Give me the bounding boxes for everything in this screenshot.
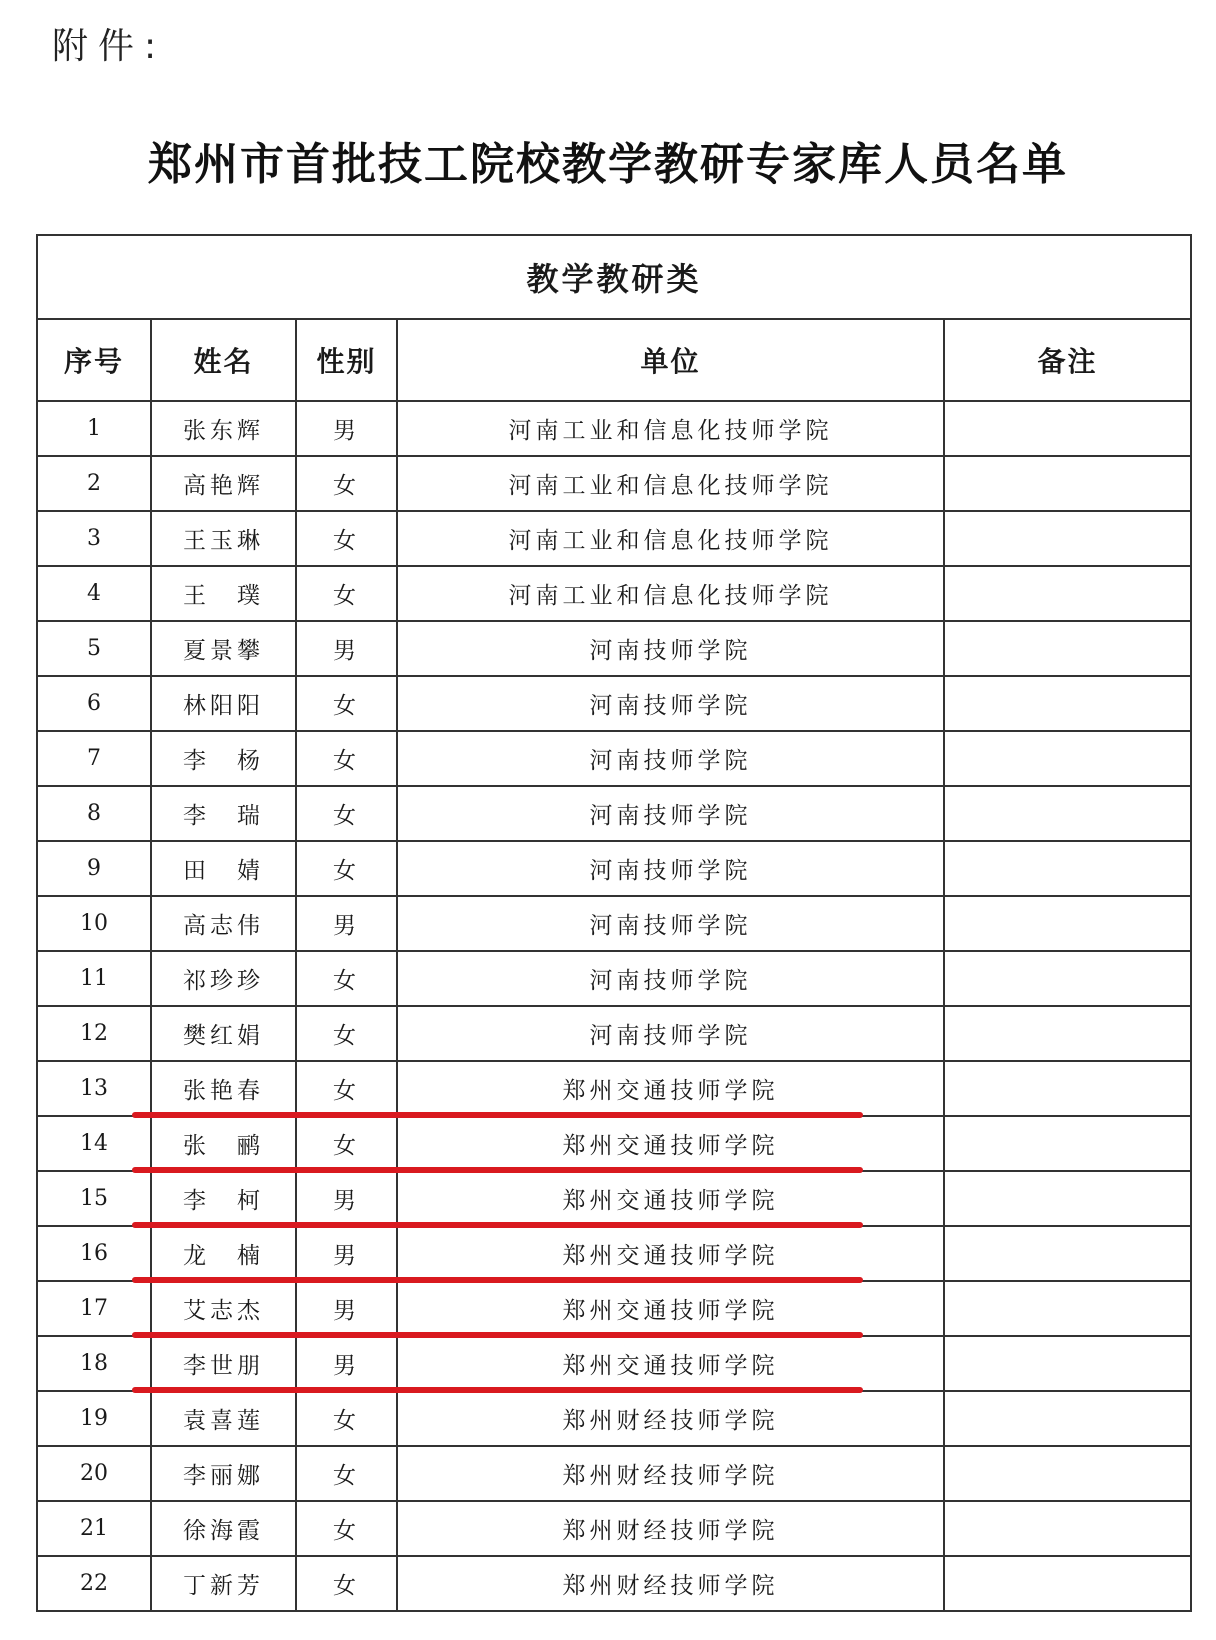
cell-unit: 郑州交通技师学院 — [397, 1226, 944, 1281]
cell-name: 艾志杰 — [151, 1281, 296, 1336]
red-underline — [132, 1332, 863, 1338]
cell-index: 13 — [37, 1061, 151, 1116]
cell-remarks — [944, 566, 1191, 621]
cell-gender: 男 — [296, 896, 397, 951]
cell-remarks — [944, 841, 1191, 896]
cell-name: 李 瑞 — [151, 786, 296, 841]
cell-remarks — [944, 1171, 1191, 1226]
cell-remarks — [944, 401, 1191, 456]
cell-remarks — [944, 1061, 1191, 1116]
table-row — [37, 1061, 1191, 1116]
table-row — [37, 566, 1191, 621]
cell-remarks — [944, 786, 1191, 841]
cell-gender: 女 — [296, 841, 397, 896]
cell-name: 张东辉 — [151, 401, 296, 456]
cell-remarks — [944, 896, 1191, 951]
table-row — [37, 621, 1191, 676]
cell-index: 1 — [37, 401, 151, 456]
cell-name: 徐海霞 — [151, 1501, 296, 1556]
attachment-label: 附件: — [52, 26, 167, 67]
cell-remarks — [944, 456, 1191, 511]
table-row — [37, 676, 1191, 731]
cell-remarks — [944, 1006, 1191, 1061]
cell-unit: 郑州交通技师学院 — [397, 1061, 944, 1116]
cell-name: 李世朋 — [151, 1336, 296, 1391]
column-header-unit: 单位 — [397, 319, 944, 401]
cell-index: 6 — [37, 676, 151, 731]
cell-name: 张艳春 — [151, 1061, 296, 1116]
cell-remarks — [944, 1501, 1191, 1556]
cell-index: 14 — [37, 1116, 151, 1171]
cell-index: 3 — [37, 511, 151, 566]
cell-gender: 女 — [296, 951, 397, 1006]
cell-unit: 郑州财经技师学院 — [397, 1501, 944, 1556]
red-underline — [132, 1222, 863, 1228]
cell-unit: 郑州交通技师学院 — [397, 1116, 944, 1171]
cell-remarks — [944, 621, 1191, 676]
cell-name: 王玉琳 — [151, 511, 296, 566]
cell-index: 22 — [37, 1556, 151, 1611]
cell-unit: 郑州财经技师学院 — [397, 1446, 944, 1501]
cell-gender: 男 — [296, 1336, 397, 1391]
cell-gender: 女 — [296, 1391, 397, 1446]
cell-remarks — [944, 1281, 1191, 1336]
cell-name: 袁喜莲 — [151, 1391, 296, 1446]
cell-gender: 男 — [296, 401, 397, 456]
cell-name: 林阳阳 — [151, 676, 296, 731]
cell-unit: 河南技师学院 — [397, 951, 944, 1006]
cell-name: 李 柯 — [151, 1171, 296, 1226]
cell-unit: 河南技师学院 — [397, 786, 944, 841]
table-body — [37, 401, 1191, 1611]
cell-unit: 河南技师学院 — [397, 841, 944, 896]
cell-name: 田 婧 — [151, 841, 296, 896]
cell-name: 祁珍珍 — [151, 951, 296, 1006]
cell-name: 张 鹂 — [151, 1116, 296, 1171]
page-title: 郑州市首批技工院校教学教研专家库人员名单 — [148, 139, 1068, 190]
cell-unit: 河南工业和信息化技师学院 — [397, 566, 944, 621]
column-header-row — [37, 319, 1191, 401]
cell-unit: 郑州交通技师学院 — [397, 1336, 944, 1391]
table-row — [37, 401, 1191, 456]
red-underline — [132, 1387, 863, 1393]
table-row — [37, 786, 1191, 841]
cell-name: 樊红娟 — [151, 1006, 296, 1061]
cell-gender: 男 — [296, 1171, 397, 1226]
table-row — [37, 1171, 1191, 1226]
cell-gender: 女 — [296, 1501, 397, 1556]
table-row — [37, 731, 1191, 786]
column-header-index: 序号 — [37, 319, 151, 401]
cell-gender: 男 — [296, 1281, 397, 1336]
cell-index: 16 — [37, 1226, 151, 1281]
table-row — [37, 841, 1191, 896]
category-row — [37, 235, 1191, 319]
cell-name: 龙 楠 — [151, 1226, 296, 1281]
cell-remarks — [944, 1336, 1191, 1391]
table-row — [37, 896, 1191, 951]
table-row — [37, 1336, 1191, 1391]
cell-gender: 女 — [296, 1061, 397, 1116]
cell-name: 高艳辉 — [151, 456, 296, 511]
cell-name: 夏景攀 — [151, 621, 296, 676]
cell-gender: 女 — [296, 676, 397, 731]
category-header: 教学教研类 — [37, 235, 1191, 319]
cell-gender: 男 — [296, 621, 397, 676]
table-row — [37, 1006, 1191, 1061]
cell-index: 8 — [37, 786, 151, 841]
red-underline — [132, 1277, 863, 1283]
table-row — [37, 1116, 1191, 1171]
table-row — [37, 1391, 1191, 1446]
red-underline — [132, 1112, 863, 1118]
table-row — [37, 951, 1191, 1006]
column-header-gender: 性别 — [296, 319, 397, 401]
cell-index: 5 — [37, 621, 151, 676]
cell-remarks — [944, 951, 1191, 1006]
cell-gender: 女 — [296, 731, 397, 786]
cell-unit: 郑州财经技师学院 — [397, 1391, 944, 1446]
cell-unit: 河南技师学院 — [397, 896, 944, 951]
table-row — [37, 511, 1191, 566]
cell-unit: 郑州财经技师学院 — [397, 1556, 944, 1611]
column-header-name: 姓名 — [151, 319, 296, 401]
table-row — [37, 1226, 1191, 1281]
cell-index: 18 — [37, 1336, 151, 1391]
cell-gender: 女 — [296, 1006, 397, 1061]
cell-index: 10 — [37, 896, 151, 951]
cell-index: 20 — [37, 1446, 151, 1501]
cell-name: 李丽娜 — [151, 1446, 296, 1501]
cell-index: 2 — [37, 456, 151, 511]
cell-gender: 女 — [296, 456, 397, 511]
cell-remarks — [944, 1446, 1191, 1501]
cell-remarks — [944, 1226, 1191, 1281]
cell-remarks — [944, 1116, 1191, 1171]
table-row — [37, 1281, 1191, 1336]
table-row — [37, 1501, 1191, 1556]
cell-index: 7 — [37, 731, 151, 786]
table-row — [37, 1556, 1191, 1611]
cell-gender: 女 — [296, 566, 397, 621]
cell-name: 高志伟 — [151, 896, 296, 951]
cell-unit: 河南工业和信息化技师学院 — [397, 511, 944, 566]
cell-gender: 女 — [296, 1556, 397, 1611]
cell-remarks — [944, 511, 1191, 566]
cell-unit: 河南技师学院 — [397, 1006, 944, 1061]
cell-unit: 郑州交通技师学院 — [397, 1171, 944, 1226]
cell-gender: 女 — [296, 511, 397, 566]
cell-name: 李 杨 — [151, 731, 296, 786]
cell-gender: 男 — [296, 1226, 397, 1281]
cell-unit: 河南技师学院 — [397, 731, 944, 786]
column-header-remarks: 备注 — [944, 319, 1191, 401]
cell-unit: 河南技师学院 — [397, 621, 944, 676]
cell-index: 9 — [37, 841, 151, 896]
cell-index: 11 — [37, 951, 151, 1006]
cell-remarks — [944, 676, 1191, 731]
expert-roster-table — [36, 234, 1192, 1612]
cell-index: 4 — [37, 566, 151, 621]
cell-unit: 河南工业和信息化技师学院 — [397, 401, 944, 456]
cell-gender: 女 — [296, 786, 397, 841]
cell-name: 丁新芳 — [151, 1556, 296, 1611]
cell-unit: 河南工业和信息化技师学院 — [397, 456, 944, 511]
cell-unit: 河南技师学院 — [397, 676, 944, 731]
cell-remarks — [944, 731, 1191, 786]
cell-remarks — [944, 1391, 1191, 1446]
cell-index: 15 — [37, 1171, 151, 1226]
table-row — [37, 456, 1191, 511]
cell-remarks — [944, 1556, 1191, 1611]
cell-unit: 郑州交通技师学院 — [397, 1281, 944, 1336]
cell-gender: 女 — [296, 1116, 397, 1171]
cell-index: 17 — [37, 1281, 151, 1336]
cell-index: 21 — [37, 1501, 151, 1556]
cell-index: 12 — [37, 1006, 151, 1061]
cell-name: 王 璞 — [151, 566, 296, 621]
cell-gender: 女 — [296, 1446, 397, 1501]
cell-index: 19 — [37, 1391, 151, 1446]
red-underline — [132, 1167, 863, 1173]
table-row — [37, 1446, 1191, 1501]
